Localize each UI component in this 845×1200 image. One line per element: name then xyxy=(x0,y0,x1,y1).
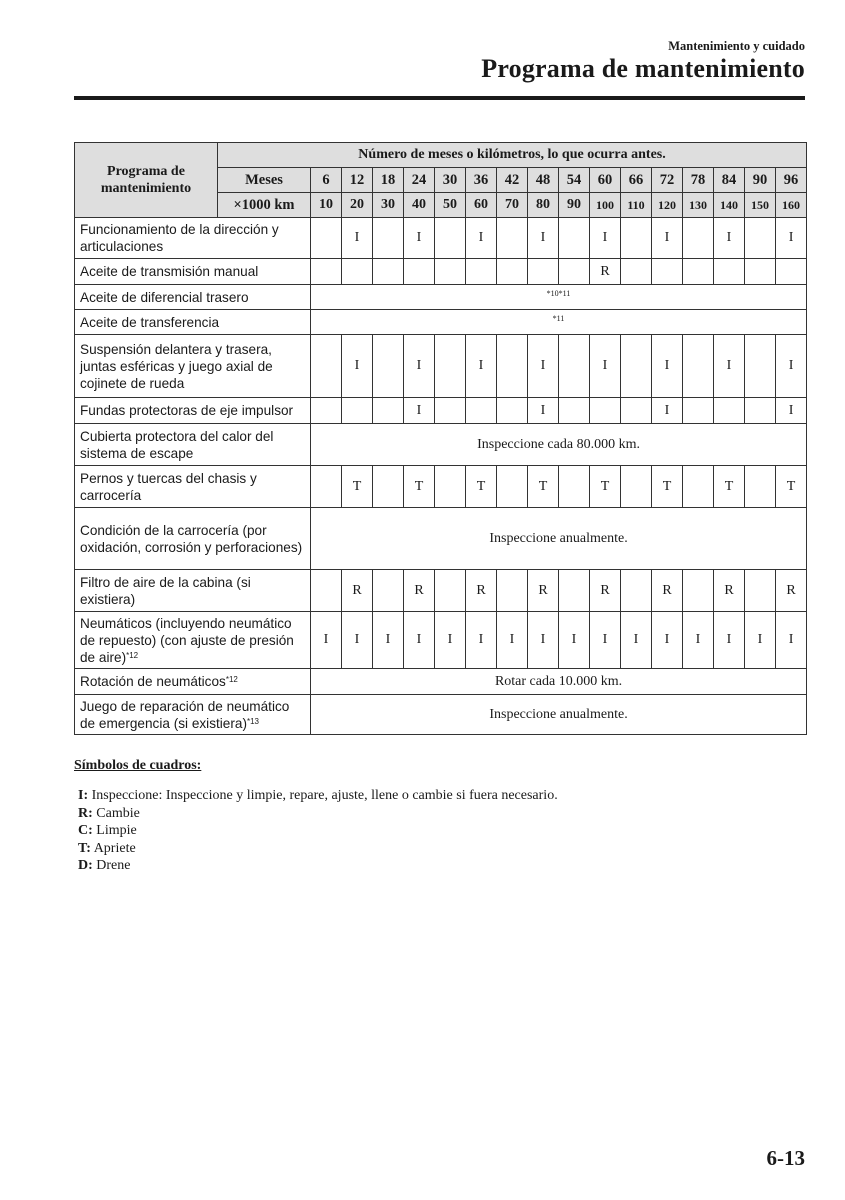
schedule-cell: I xyxy=(621,612,652,669)
schedule-cell xyxy=(745,466,776,508)
schedule-cell: I xyxy=(776,612,807,669)
schedule-cell xyxy=(621,259,652,285)
schedule-cell xyxy=(311,335,342,398)
schedule-cell xyxy=(373,570,404,612)
table-row xyxy=(75,570,807,612)
schedule-cell xyxy=(497,335,528,398)
legend-entry xyxy=(74,840,558,858)
schedule-cell xyxy=(311,259,342,285)
maintenance-item xyxy=(75,669,311,695)
legend-entry xyxy=(74,822,558,840)
schedule-cell: I xyxy=(776,335,807,398)
month-header: 66 xyxy=(621,168,652,193)
maintenance-item-label: Aceite de transferencia xyxy=(80,314,220,330)
table-row xyxy=(75,310,807,335)
maintenance-item-label: Pernos y tuercas del chasis y carrocería xyxy=(80,470,257,503)
schedule-cell: I xyxy=(559,612,590,669)
month-header: 30 xyxy=(435,168,466,193)
schedule-cell xyxy=(435,398,466,424)
maintenance-item-label: Cubierta protectora del calor del sistema de escape xyxy=(80,428,274,461)
schedule-cell: I xyxy=(714,218,745,259)
schedule-cell: R xyxy=(714,570,745,612)
km-header: 90 xyxy=(559,193,590,218)
schedule-cell xyxy=(497,398,528,424)
legend-key: R: xyxy=(78,805,93,821)
footnote-ref: *12 xyxy=(126,650,139,660)
schedule-cell: I xyxy=(466,335,497,398)
schedule-cell xyxy=(497,259,528,285)
km-header: 160 xyxy=(776,193,807,218)
month-header: 54 xyxy=(559,168,590,193)
schedule-cell: I xyxy=(590,218,621,259)
maintenance-item-label: Aceite de diferencial trasero xyxy=(80,289,249,305)
month-header: 36 xyxy=(466,168,497,193)
schedule-cell xyxy=(745,259,776,285)
footnote-ref: *13 xyxy=(246,716,259,726)
legend-key: D: xyxy=(78,858,93,873)
table-row xyxy=(75,259,807,285)
schedule-cell xyxy=(404,259,435,285)
interval-span-header: Número de meses o kilómetros, lo que ocurra antes. xyxy=(218,143,807,168)
maintenance-item xyxy=(75,398,311,424)
schedule-cell: I xyxy=(652,612,683,669)
schedule-cell: R xyxy=(528,570,559,612)
legend-entries xyxy=(74,787,558,875)
schedule-cell: T xyxy=(528,466,559,508)
schedule-cell xyxy=(745,398,776,424)
maintenance-item-label: Aceite de transmisión manual xyxy=(80,264,259,279)
legend-entry xyxy=(74,805,558,823)
maintenance-item xyxy=(75,335,311,398)
schedule-cell: R xyxy=(590,570,621,612)
maintenance-item xyxy=(75,259,311,285)
table-row xyxy=(75,335,807,398)
footnote-cell: *11 xyxy=(311,310,807,335)
schedule-cell xyxy=(435,570,466,612)
km-header: 140 xyxy=(714,193,745,218)
legend-text: Cambie xyxy=(92,805,140,821)
schedule-cell xyxy=(342,259,373,285)
maintenance-item xyxy=(75,466,311,508)
page-title: Programa de mantenimiento xyxy=(481,54,805,83)
schedule-cell: T xyxy=(342,466,373,508)
maintenance-item xyxy=(75,570,311,612)
legend-key: T: xyxy=(78,840,91,856)
schedule-cell: R xyxy=(590,259,621,285)
interval-instruction: Inspeccione anualmente. xyxy=(311,695,807,735)
month-header: 12 xyxy=(342,168,373,193)
schedule-cell xyxy=(373,466,404,508)
months-label: Meses xyxy=(218,168,311,193)
maintenance-schedule-table xyxy=(74,142,807,735)
legend-text: Apriete xyxy=(90,840,136,856)
legend-title: Símbolos de cuadros: xyxy=(74,758,202,773)
table-row xyxy=(75,398,807,424)
interval-instruction: Inspeccione cada 80.000 km. xyxy=(311,424,807,466)
schedule-cell: T xyxy=(652,466,683,508)
month-header: 78 xyxy=(683,168,714,193)
schedule-cell: T xyxy=(590,466,621,508)
header-row-top xyxy=(75,143,807,168)
schedule-cell: I xyxy=(528,398,559,424)
schedule-cell xyxy=(373,259,404,285)
schedule-cell xyxy=(652,259,683,285)
maintenance-item xyxy=(75,424,311,466)
km-label: ×1000 km xyxy=(218,193,311,218)
schedule-cell: I xyxy=(373,612,404,669)
schedule-cell: I xyxy=(652,218,683,259)
schedule-cell: I xyxy=(404,218,435,259)
km-header: 20 xyxy=(342,193,373,218)
schedule-cell xyxy=(683,259,714,285)
legend-text: Limpie xyxy=(92,823,137,838)
maintenance-item-label: Fundas protectoras de eje impulsor xyxy=(80,403,294,418)
legend-key: C: xyxy=(78,823,93,838)
schedule-cell xyxy=(683,218,714,259)
maintenance-item xyxy=(75,285,311,310)
schedule-cell: R xyxy=(466,570,497,612)
table-row xyxy=(75,218,807,259)
schedule-cell xyxy=(311,570,342,612)
schedule-cell xyxy=(714,398,745,424)
month-header: 72 xyxy=(652,168,683,193)
schedule-cell: I xyxy=(342,335,373,398)
footnote-ref: *12 xyxy=(225,675,238,684)
schedule-cell xyxy=(776,259,807,285)
schedule-cell: I xyxy=(404,398,435,424)
maintenance-item xyxy=(75,612,311,669)
interval-instruction: Rotar cada 10.000 km. xyxy=(311,669,807,695)
schedule-cell xyxy=(559,570,590,612)
maintenance-item xyxy=(75,218,311,259)
symbol-legend xyxy=(74,758,558,875)
table-row xyxy=(75,669,807,695)
month-header: 42 xyxy=(497,168,528,193)
month-header: 60 xyxy=(590,168,621,193)
legend-text: Inspeccione: Inspeccione y limpie, repare, ajuste, llene o cambie si fuera necesario. xyxy=(88,788,558,803)
schedule-cell: I xyxy=(652,398,683,424)
page-number: 6-13 xyxy=(766,1146,805,1170)
schedule-cell: I xyxy=(683,612,714,669)
km-header: 70 xyxy=(497,193,528,218)
schedule-cell xyxy=(621,398,652,424)
schedule-cell xyxy=(621,466,652,508)
maintenance-item-label: Suspensión delantera y trasera, juntas esféricas y juego axial de cojinete de rueda xyxy=(80,341,273,391)
table-row xyxy=(75,285,807,310)
schedule-cell xyxy=(621,570,652,612)
legend-entry xyxy=(74,857,558,875)
schedule-cell xyxy=(528,259,559,285)
title-rule xyxy=(74,96,805,100)
schedule-cell xyxy=(466,398,497,424)
km-header: 40 xyxy=(404,193,435,218)
footnote-cell: *10*11 xyxy=(311,285,807,310)
maintenance-item-label: Rotación de neumáticos xyxy=(80,674,226,689)
km-header: 10 xyxy=(311,193,342,218)
month-header: 48 xyxy=(528,168,559,193)
schedule-cell xyxy=(714,259,745,285)
month-header: 18 xyxy=(373,168,404,193)
schedule-cell xyxy=(745,335,776,398)
schedule-cell: I xyxy=(590,612,621,669)
schedule-cell xyxy=(559,398,590,424)
km-header: 110 xyxy=(621,193,652,218)
schedule-cell xyxy=(683,570,714,612)
maintenance-item xyxy=(75,508,311,570)
schedule-cell xyxy=(497,570,528,612)
interval-instruction: Inspeccione anualmente. xyxy=(311,508,807,570)
schedule-cell: I xyxy=(528,335,559,398)
schedule-cell xyxy=(683,398,714,424)
schedule-cell: R xyxy=(342,570,373,612)
km-header: 130 xyxy=(683,193,714,218)
table-row xyxy=(75,612,807,669)
schedule-cell: I xyxy=(776,398,807,424)
schedule-cell xyxy=(683,466,714,508)
km-header: 120 xyxy=(652,193,683,218)
km-header: 30 xyxy=(373,193,404,218)
maintenance-item xyxy=(75,310,311,335)
schedule-cell: R xyxy=(652,570,683,612)
month-header: 84 xyxy=(714,168,745,193)
schedule-cell xyxy=(683,335,714,398)
month-header: 96 xyxy=(776,168,807,193)
maintenance-item-label: Funcionamiento de la dirección y articulaciones xyxy=(80,222,279,254)
schedule-cell xyxy=(559,218,590,259)
table-row xyxy=(75,508,807,570)
schedule-cell: I xyxy=(404,612,435,669)
schedule-cell xyxy=(311,398,342,424)
schedule-cell xyxy=(621,335,652,398)
month-header: 6 xyxy=(311,168,342,193)
schedule-cell: I xyxy=(652,335,683,398)
legend-text: Drene xyxy=(92,858,131,873)
maintenance-item-label: Neumáticos (incluyendo neumático de repuesto) (con ajuste de presión de aire) xyxy=(80,615,294,665)
corner-header: Programa de mantenimiento xyxy=(75,143,218,218)
schedule-cell xyxy=(559,259,590,285)
schedule-cell: R xyxy=(776,570,807,612)
schedule-cell xyxy=(311,218,342,259)
schedule-cell: I xyxy=(590,335,621,398)
maintenance-item xyxy=(75,695,311,735)
schedule-cell xyxy=(745,570,776,612)
maintenance-item-label: Filtro de aire de la cabina (si existiera) xyxy=(80,574,251,607)
schedule-cell: T xyxy=(466,466,497,508)
table-row xyxy=(75,466,807,508)
schedule-cell: I xyxy=(342,218,373,259)
schedule-cell xyxy=(497,218,528,259)
schedule-cell xyxy=(373,335,404,398)
schedule-cell: I xyxy=(497,612,528,669)
schedule-cell xyxy=(435,259,466,285)
km-header: 150 xyxy=(745,193,776,218)
table-row xyxy=(75,424,807,466)
month-header: 90 xyxy=(745,168,776,193)
schedule-cell: I xyxy=(311,612,342,669)
schedule-cell xyxy=(435,466,466,508)
schedule-cell xyxy=(559,466,590,508)
schedule-cell: I xyxy=(745,612,776,669)
schedule-body xyxy=(75,218,807,735)
legend-entry xyxy=(74,787,558,805)
schedule-cell: I xyxy=(435,612,466,669)
schedule-cell: I xyxy=(528,218,559,259)
km-header: 60 xyxy=(466,193,497,218)
schedule-cell: I xyxy=(714,612,745,669)
schedule-cell xyxy=(745,218,776,259)
km-header: 100 xyxy=(590,193,621,218)
schedule-cell xyxy=(559,335,590,398)
month-header: 24 xyxy=(404,168,435,193)
schedule-cell: I xyxy=(466,218,497,259)
schedule-cell: T xyxy=(714,466,745,508)
schedule-cell xyxy=(311,466,342,508)
schedule-cell: I xyxy=(776,218,807,259)
schedule-cell xyxy=(373,398,404,424)
schedule-cell: T xyxy=(776,466,807,508)
schedule-cell xyxy=(342,398,373,424)
km-header: 50 xyxy=(435,193,466,218)
maintenance-item-label: Juego de reparación de neumático de emergencia (si existiera) xyxy=(80,698,290,731)
schedule-cell xyxy=(466,259,497,285)
schedule-cell: I xyxy=(528,612,559,669)
schedule-cell: I xyxy=(714,335,745,398)
schedule-cell xyxy=(373,218,404,259)
schedule-cell xyxy=(590,398,621,424)
table-row xyxy=(75,695,807,735)
schedule-cell: I xyxy=(342,612,373,669)
schedule-cell xyxy=(435,335,466,398)
schedule-cell: R xyxy=(404,570,435,612)
km-header: 80 xyxy=(528,193,559,218)
schedule-cell xyxy=(621,218,652,259)
section-label: Mantenimiento y cuidado xyxy=(668,39,805,53)
schedule-cell xyxy=(435,218,466,259)
schedule-cell xyxy=(497,466,528,508)
maintenance-item-label: Condición de la carrocería (por oxidación, corrosión y perforaciones) xyxy=(80,522,303,555)
schedule-cell: I xyxy=(466,612,497,669)
schedule-cell: T xyxy=(404,466,435,508)
schedule-cell: I xyxy=(404,335,435,398)
legend-key: I: xyxy=(78,788,89,803)
